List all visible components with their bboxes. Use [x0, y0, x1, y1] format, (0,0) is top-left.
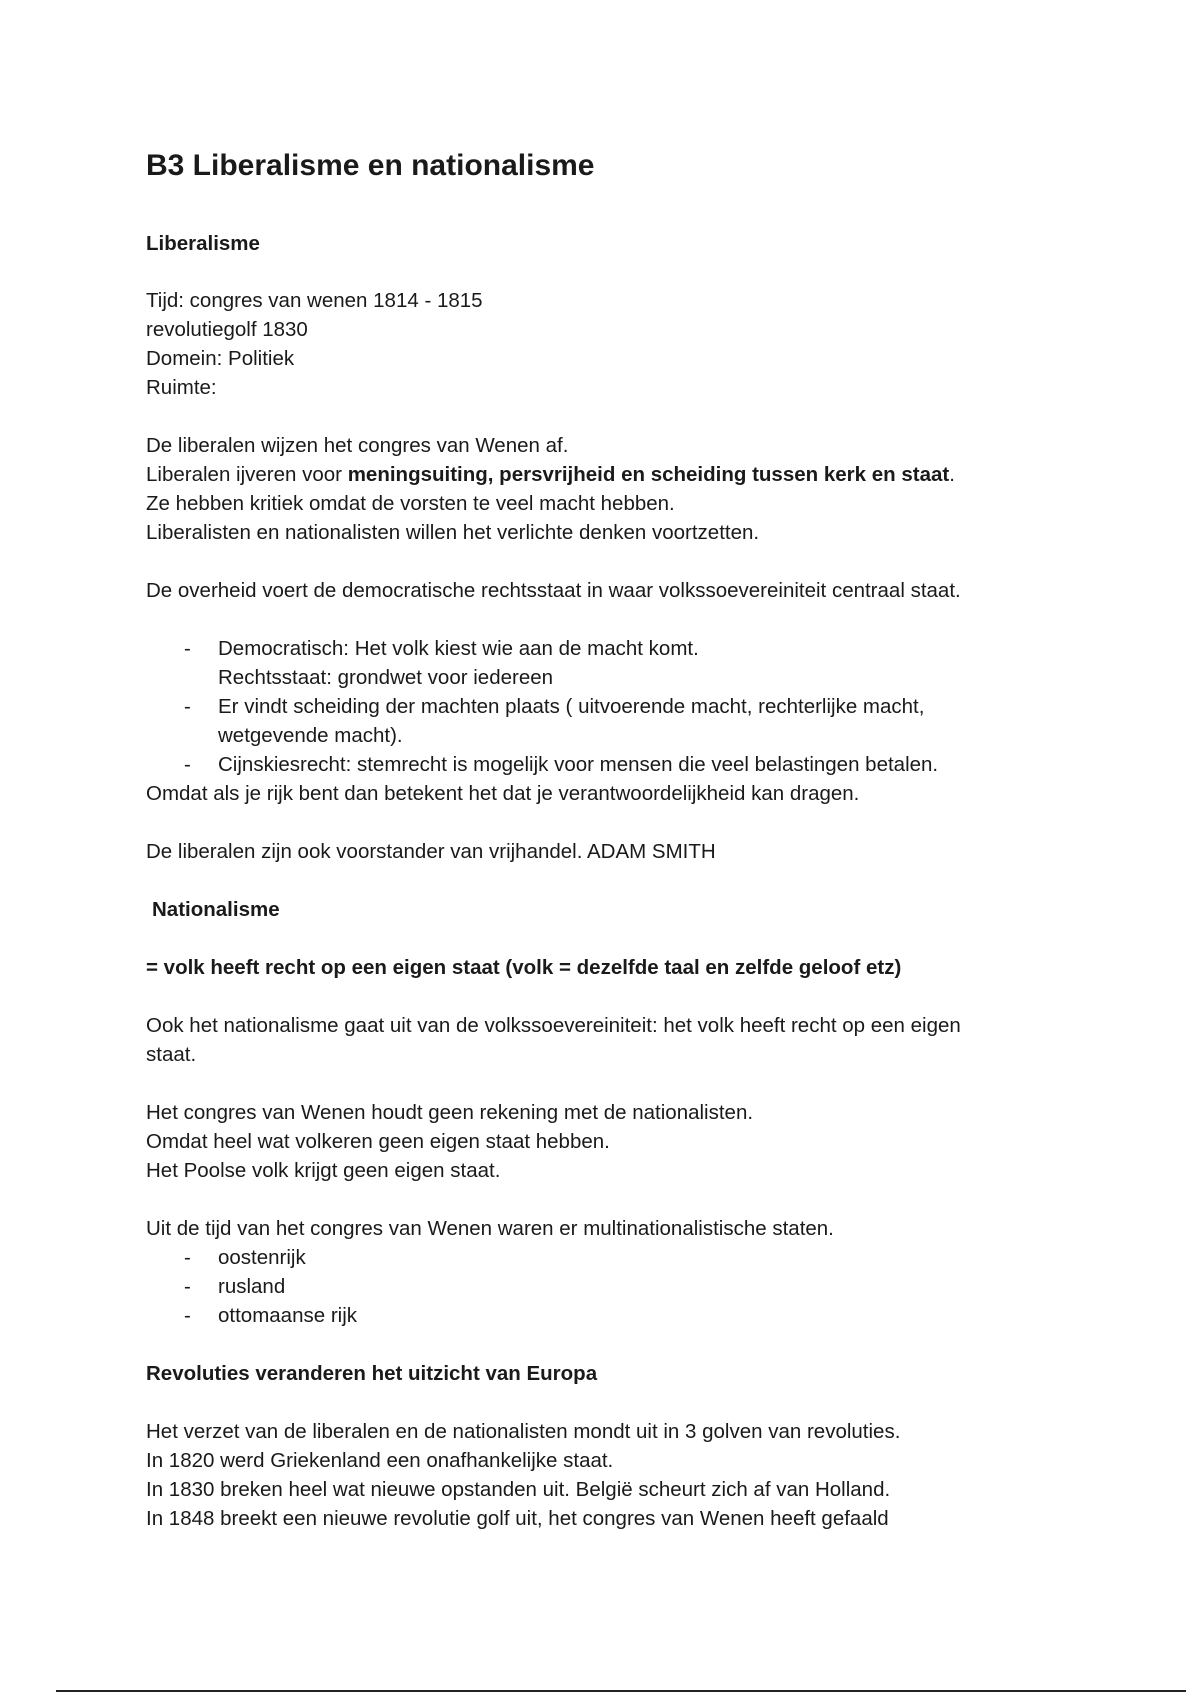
paragraph: Het verzet van de liberalen en de nationalisten mondt uit in 3 golven van revoluties.: [146, 1420, 901, 1443]
list-item: ottomaanse rijk: [218, 1304, 358, 1327]
paragraph: Uit de tijd van het congres van Wenen waren er multinationalistische staten.: [146, 1217, 834, 1240]
paragraph: De overheid voert de democratische rechtsstaat in waar volkssoevereiniteit centraal staat.: [146, 579, 961, 602]
definition-line: = volk heeft recht op een eigen staat (volk = dezelfde taal en zelfde geloof etz): [146, 956, 902, 979]
list-item: oostenrijk: [218, 1246, 306, 1269]
paragraph: De liberalen zijn ook voorstander van vrijhandel. ADAM SMITH: [146, 840, 716, 863]
paragraph: Liberalisten en nationalisten willen het verlichte denken voortzetten.: [146, 521, 760, 544]
paragraph-with-bold: [146, 461, 955, 489]
paragraph: Ze hebben kritiek omdat de vorsten te veel macht hebben.: [146, 492, 675, 515]
list-item-continuation: wetgevende macht).: [218, 724, 403, 747]
list-item: rusland: [218, 1275, 286, 1298]
paragraph: Het Poolse volk krijgt geen eigen staat.: [146, 1159, 501, 1182]
bullet-dash: -: [184, 1275, 191, 1298]
list-item: Democratisch: Het volk kiest wie aan de macht komt.: [218, 637, 699, 660]
section-heading-nationalisme: Nationalisme: [152, 898, 280, 921]
section-heading-liberalisme: Liberalisme: [146, 232, 260, 255]
revolutiegolf-line: revolutiegolf 1830: [146, 318, 308, 341]
domein-line: Domein: Politiek: [146, 347, 295, 370]
page-title: B3 Liberalisme en nationalisme: [146, 149, 595, 182]
paragraph: In 1848 breekt een nieuwe revolutie golf uit, het congres van Wenen heeft gefaald: [146, 1507, 889, 1530]
paragraph: De liberalen wijzen het congres van Wenen af.: [146, 434, 569, 457]
bold-text-run: meningsuiting, persvrijheid en scheiding tussen kerk en staat: [347, 463, 950, 486]
tijd-line: Tijd: congres van wenen 1814 - 1815: [146, 289, 483, 312]
text-run: Liberalen ijveren voor: [146, 463, 348, 486]
paragraph: In 1820 werd Griekenland een onafhankelijke staat.: [146, 1449, 614, 1472]
paragraph: Omdat als je rijk bent dan betekent het dat je verantwoordelijkheid kan dragen.: [146, 782, 860, 805]
section-heading-revoluties: Revoluties veranderen het uitzicht van Europa: [146, 1362, 598, 1385]
paragraph: Het congres van Wenen houdt geen rekening met de nationalisten.: [146, 1101, 754, 1124]
bullet-dash: -: [184, 1246, 191, 1269]
list-item: Cijnskiesrecht: stemrecht is mogelijk voor mensen die veel belastingen betalen.: [218, 753, 939, 776]
list-item-continuation: Rechtsstaat: grondwet voor iedereen: [218, 666, 554, 689]
text-run: .: [949, 463, 955, 486]
bullet-dash: -: [184, 1304, 191, 1327]
paragraph: In 1830 breken heel wat nieuwe opstanden uit. België scheurt zich af van Holland.: [146, 1478, 891, 1501]
paragraph: Omdat heel wat volkeren geen eigen staat hebben.: [146, 1130, 610, 1153]
bullet-dash: -: [184, 695, 191, 718]
ruimte-line: Ruimte:: [146, 376, 217, 399]
bullet-dash: -: [184, 637, 191, 660]
paragraph: staat.: [146, 1043, 197, 1066]
paragraph: Ook het nationalisme gaat uit van de volkssoevereiniteit: het volk heeft recht op een eigen: [146, 1014, 961, 1037]
list-item: Er vindt scheiding der machten plaats ( uitvoerende macht, rechterlijke macht,: [218, 695, 925, 718]
bottom-divider: [56, 1690, 1186, 1692]
bullet-dash: -: [184, 753, 191, 776]
